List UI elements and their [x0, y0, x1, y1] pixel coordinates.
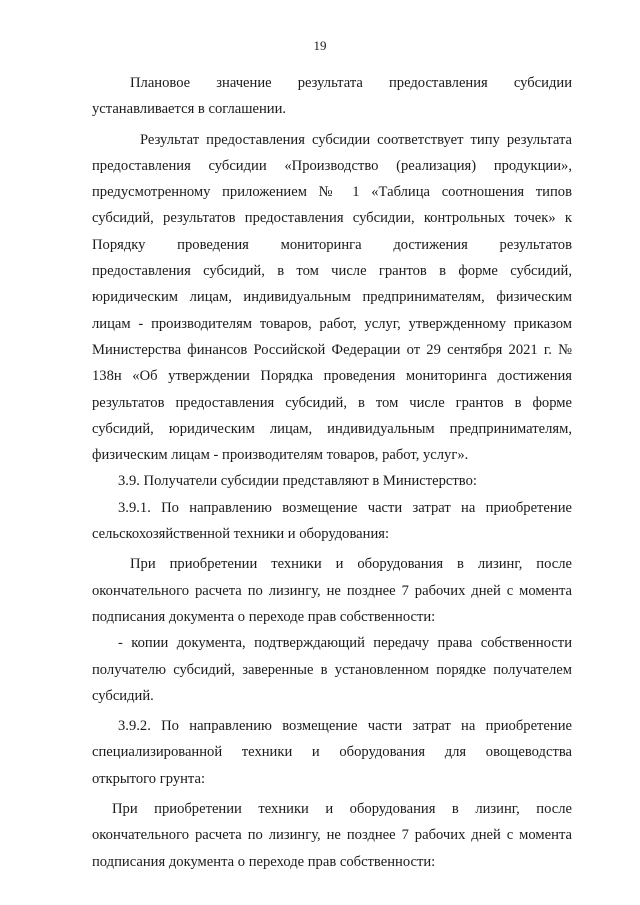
paragraph-3-9-1: [92, 495, 572, 548]
text-line: физическим лицам - производителям товаров, работ, услуг».: [92, 447, 469, 464]
text-line: субсидий, результатов предоставления субсидии, контрольных точек» к: [92, 210, 572, 227]
paragraph-leasing-1: [92, 551, 572, 630]
text-line: окончательного расчета по лизингу, не позднее 7 рабочих дней с момента: [92, 827, 572, 844]
text-line: предоставления субсидий, в том числе грантов в форме субсидий,: [92, 263, 572, 280]
paragraph-copies: [92, 630, 572, 709]
text-line: 3.9.2. По направлению возмещение части затрат на приобретение: [118, 718, 572, 735]
text-line: Порядку проведения мониторинга достижения результатов: [92, 236, 572, 253]
text-line: Министерства финансов Российской Федерации от 29 сентября 2021 г. №: [92, 341, 572, 358]
paragraph-leasing-2: [92, 796, 572, 875]
text-line: предоставления субсидии «Производство (реализация) продукции»,: [92, 157, 572, 174]
text-line: Результат предоставления субсидии соответствует типу результата: [140, 131, 572, 148]
text-line: подписания документа о переходе прав собственности:: [92, 608, 436, 625]
text-line: открытого грунта:: [92, 770, 206, 787]
text-line: лицам - производителям товаров, работ, услуг, утвержденному приказом: [92, 315, 572, 332]
paragraph-result-type: [92, 127, 572, 469]
text-line: 138н «Об утверждении Порядка проведения мониторинга достижения: [92, 368, 572, 385]
text-line: специализированной техники и оборудования для овощеводства: [92, 744, 572, 761]
text-line: субсидий, юридическим лицам, индивидуальным предпринимателям,: [92, 420, 572, 437]
text-line: результатов предоставления субсидий, в том числе грантов в форме: [92, 394, 572, 411]
document-body: [92, 70, 572, 875]
text-line: 3.9. Получатели субсидии представляют в Министерство:: [118, 473, 477, 490]
text-line: окончательного расчета по лизингу, не позднее 7 рабочих дней с момента: [92, 582, 572, 599]
text-line: Плановое значение результата предоставления субсидии: [130, 75, 572, 91]
text-line: - копии документа, подтверждающий передачу права собственности: [118, 635, 572, 652]
text-line: При приобретении техники и оборудования в лизинг, после: [112, 801, 572, 818]
page-number: 19: [313, 38, 327, 53]
paragraph-planned-value: [92, 70, 572, 123]
text-line: При приобретении техники и оборудования в лизинг, после: [130, 556, 572, 573]
text-line: сельскохозяйственной техники и оборудования:: [92, 526, 390, 543]
text-line: субсидий.: [92, 687, 154, 704]
text-line: юридическим лицам, индивидуальным предпринимателям, физическим: [92, 289, 572, 306]
paragraph-3-9-2: [92, 713, 572, 792]
paragraph-3-9: [92, 468, 572, 494]
text-line: получателю субсидий, заверенные в установленном порядке получателем: [92, 661, 572, 678]
text-line: устанавливается в соглашении.: [92, 101, 287, 118]
text-line: предусмотренному приложением № 1 «Таблица соотношения типов: [92, 184, 572, 201]
text-line: 3.9.1. По направлению возмещение части затрат на приобретение: [118, 499, 572, 516]
text-line: подписания документа о переходе прав собственности:: [92, 853, 436, 870]
